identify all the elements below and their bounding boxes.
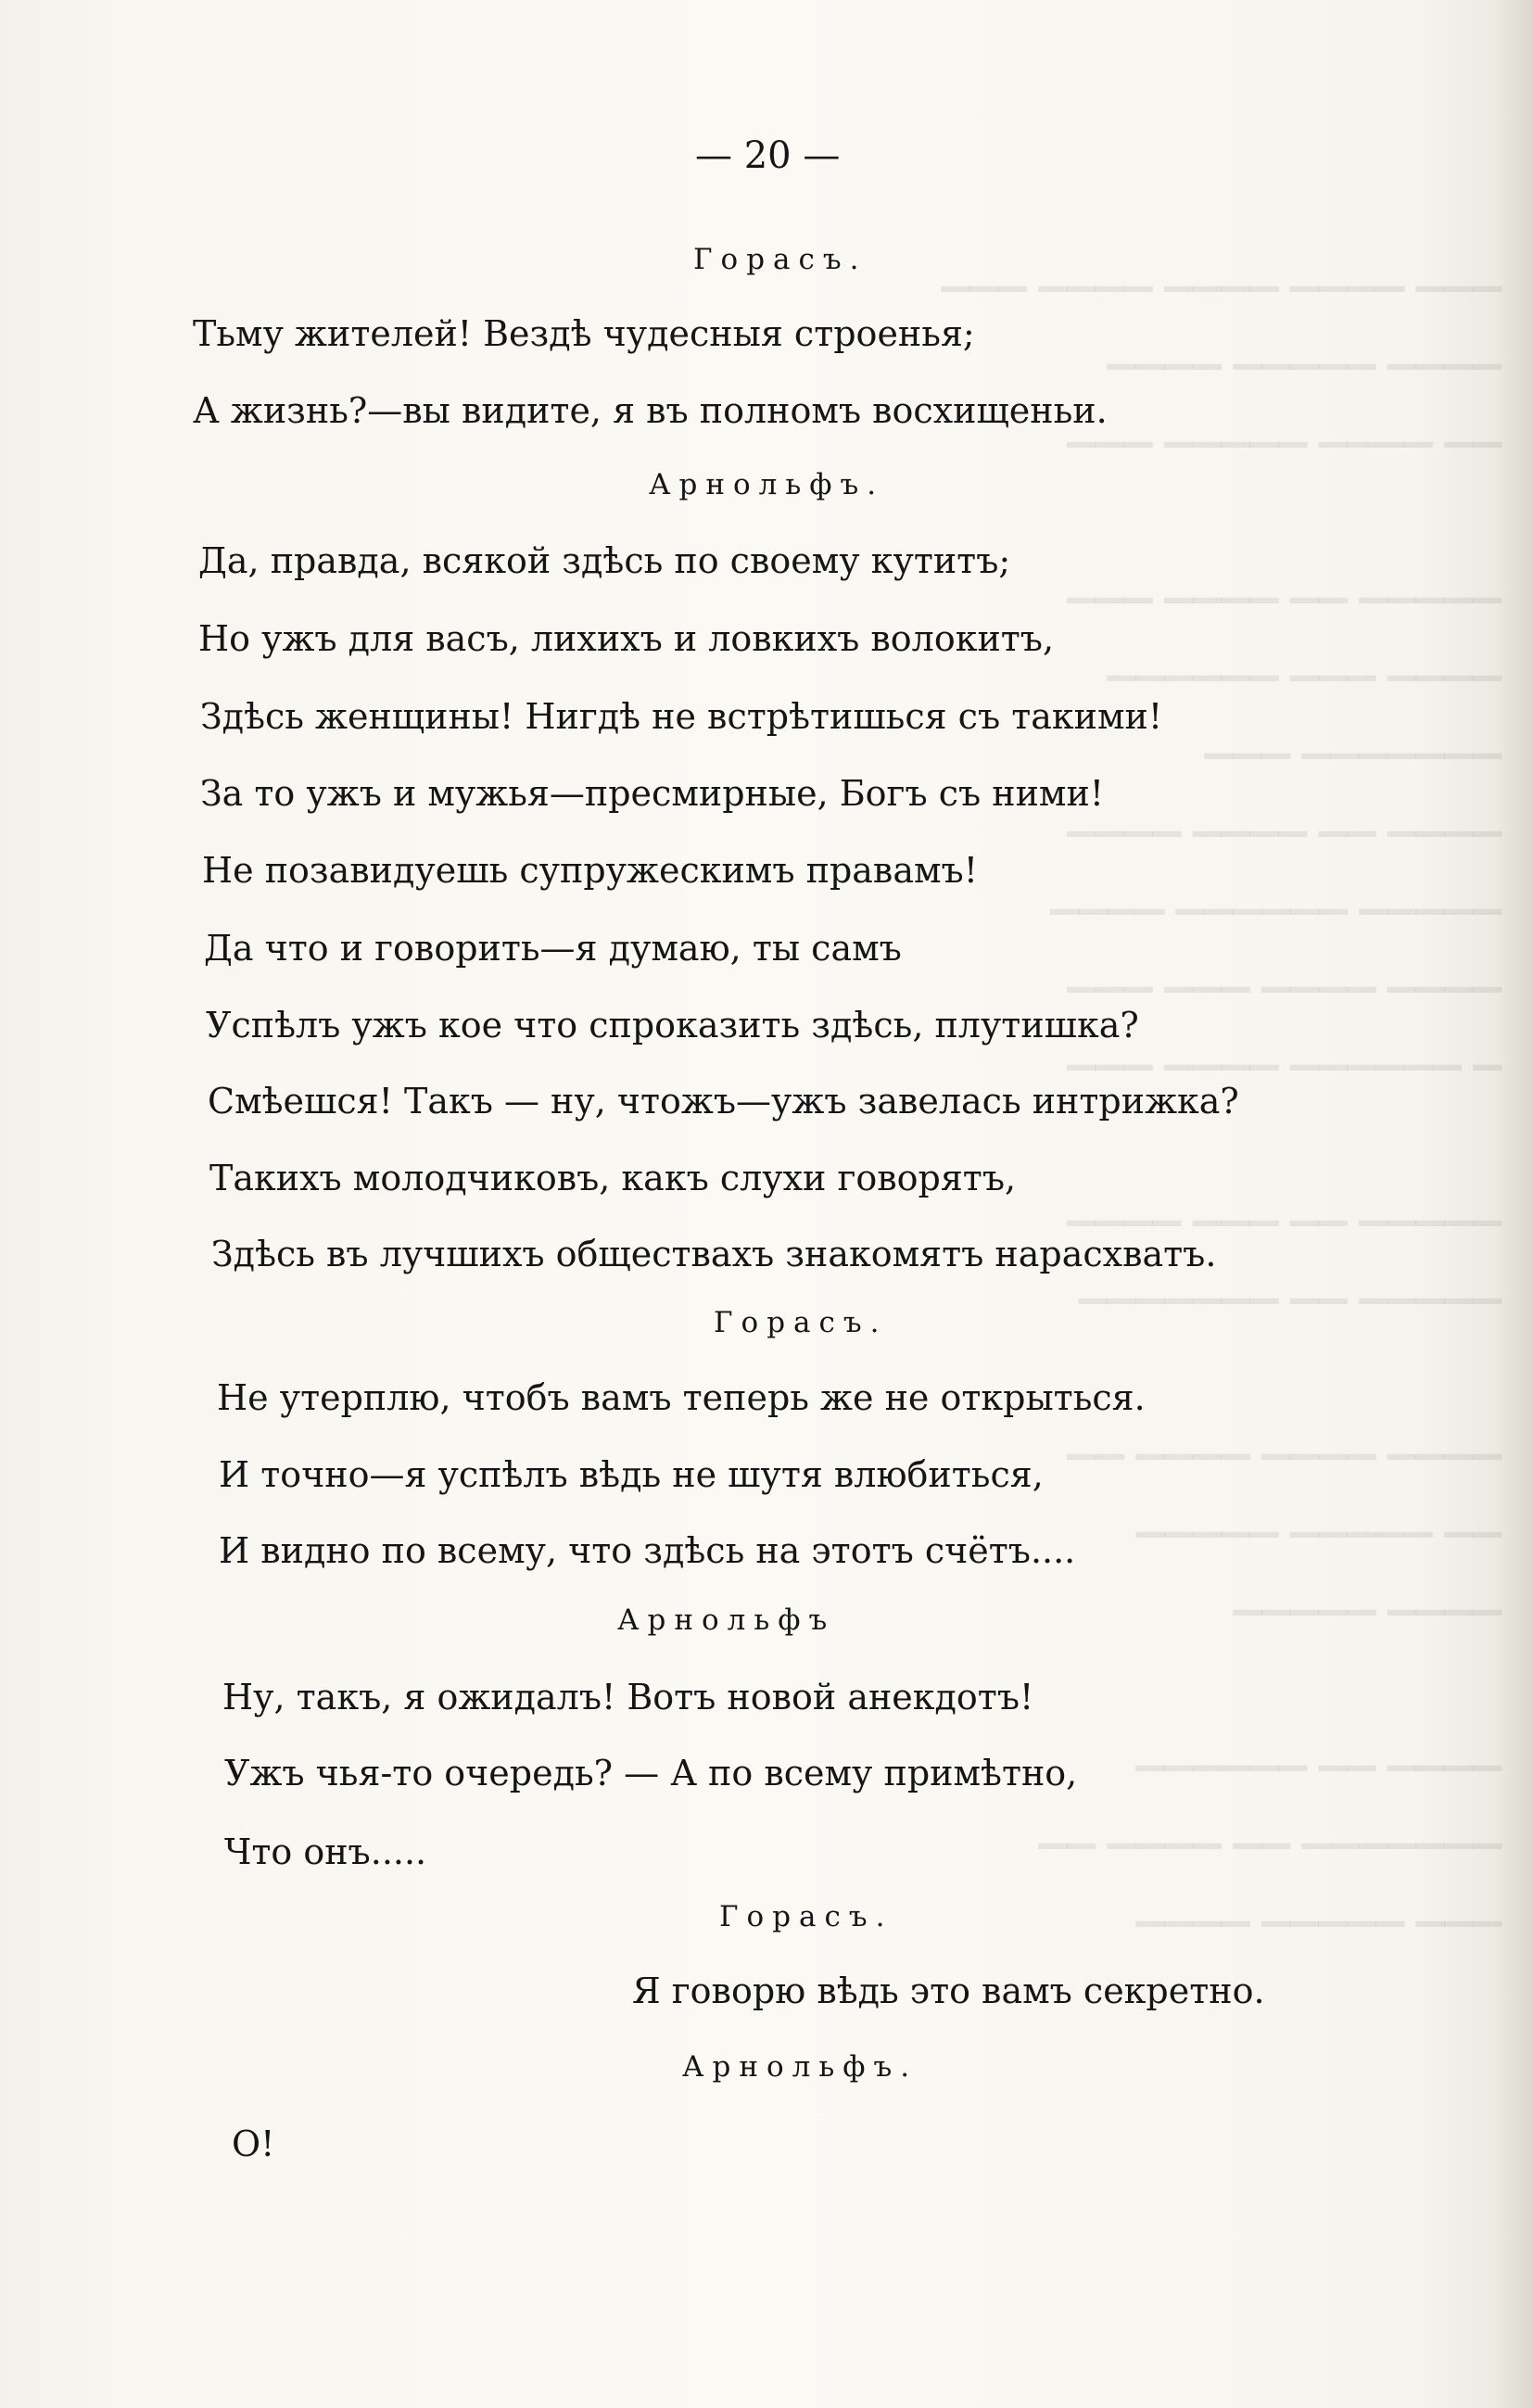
- page-number: — 20 —: [695, 134, 841, 177]
- verse-line: Но ужъ для васъ, лихихъ и ловкихъ волокитъ,: [198, 618, 1055, 659]
- bleed-through-texture: ▁▁▁ ▁▁▁▁ ▁▁▁▁ ▁▁▁▁ ▁▁▁ ▁▁▁▁ ▁▁▁▁▁ ▁▁▁▁ ▁▁ ▁▁▁▁ ▁▁▁▁▁ ▁▁▁ ▁▁▁▁▁ ▁▁ ▁▁▁▁ ▁▁▁ ▁▁▁▁ ▁▁▁ ▁▁▁▁▁▁ ▁▁▁▁▁▁▁ ▁▁▁ ▁▁▁▁ ▁▁ ▁▁▁▁ ▁▁▁▁ ▁▁▁▁▁ ▁▁▁▁▁▁ ▁▁▁▁ ▁▁▁▁ ▁▁▁▁ ▁▁▁ ▁▁▁ ▁ ▁▁▁▁▁▁ ▁▁▁▁ ▁▁▁ ▁▁▁▁▁ ▁▁ ▁▁▁ ▁▁▁▁ ▁▁▁▁▁ ▁▁ ▁▁▁▁▁▁▁ ▁▁▁▁ ▁▁▁▁ ▁▁▁▁ ▁▁ ▁▁ ▁▁▁▁▁ ▁▁▁▁▁ ▁▁▁▁ ▁▁▁▁▁ ▁▁▁▁ ▁▁ ▁▁▁▁▁▁ ▁▁▁▁▁▁▁ ▁▁ ▁▁▁▁ ▁▁ ▁▁▁ ▁▁▁▁▁ ▁▁▁▁: [941, 249, 1501, 1927]
- verse-line: Ужъ чья-то очередь? — А по всему примѣтно,: [224, 1753, 1078, 1793]
- verse-line: А жизнь?—вы видите, я въ полномъ восхищеньи.: [193, 390, 1108, 431]
- speaker-name: Горасъ.: [714, 1306, 888, 1339]
- verse-line: Ну, такъ, я ожидалъ! Вотъ новой анекдотъ!: [222, 1677, 1034, 1717]
- verse-line: И точно—я успѣлъ вѣдь не шутя влюбиться,: [219, 1454, 1044, 1495]
- verse-line: О!: [232, 2123, 275, 2164]
- page-edge-shadow: [1496, 0, 1533, 2408]
- verse-line: Здѣсь въ лучшихъ обществахъ знакомятъ нарасхватъ.: [211, 1234, 1217, 1274]
- verse-line: Не позавидуешь супружескимъ правамъ!: [202, 850, 978, 891]
- speaker-name: Горасъ.: [693, 243, 868, 276]
- verse-line: Что онъ.....: [224, 1831, 427, 1872]
- speaker-name: Горасъ.: [719, 1900, 893, 1933]
- verse-line: Тьму жителей! Вездѣ чудесныя строенья;: [193, 313, 975, 354]
- verse-line: Такихъ молодчиковъ, какъ слухи говорятъ,: [209, 1158, 1017, 1198]
- speaker-name: Арнольфъ.: [682, 2050, 919, 2084]
- verse-line: И видно по всему, что здѣсь на этотъ счётъ....: [219, 1530, 1076, 1571]
- verse-line: За то ужъ и мужья—пресмирные, Богъ съ ними!: [200, 773, 1105, 814]
- speaker-name: Арнольфъ: [617, 1603, 836, 1637]
- verse-line: Здѣсь женщины! Нигдѣ не встрѣтишься съ такими!: [200, 696, 1163, 737]
- verse-line: Да что и говорить—я думаю, ты самъ: [204, 928, 902, 969]
- verse-line: Смѣешся! Такъ — ну, чтожъ—ужъ завелась интрижка?: [208, 1081, 1239, 1122]
- verse-line: Успѣлъ ужъ кое что спроказить здѣсь, плутишка?: [206, 1005, 1139, 1046]
- speaker-name: Арнольфъ.: [649, 468, 885, 501]
- verse-line: Да, правда, всякой здѣсь по своему кутитъ;: [198, 540, 1011, 581]
- verse-line: Не утерплю, чтобъ вамъ теперь же не открыться.: [217, 1377, 1146, 1418]
- verse-line: Я говорю вѣдь это вамъ секретно.: [632, 1971, 1265, 2011]
